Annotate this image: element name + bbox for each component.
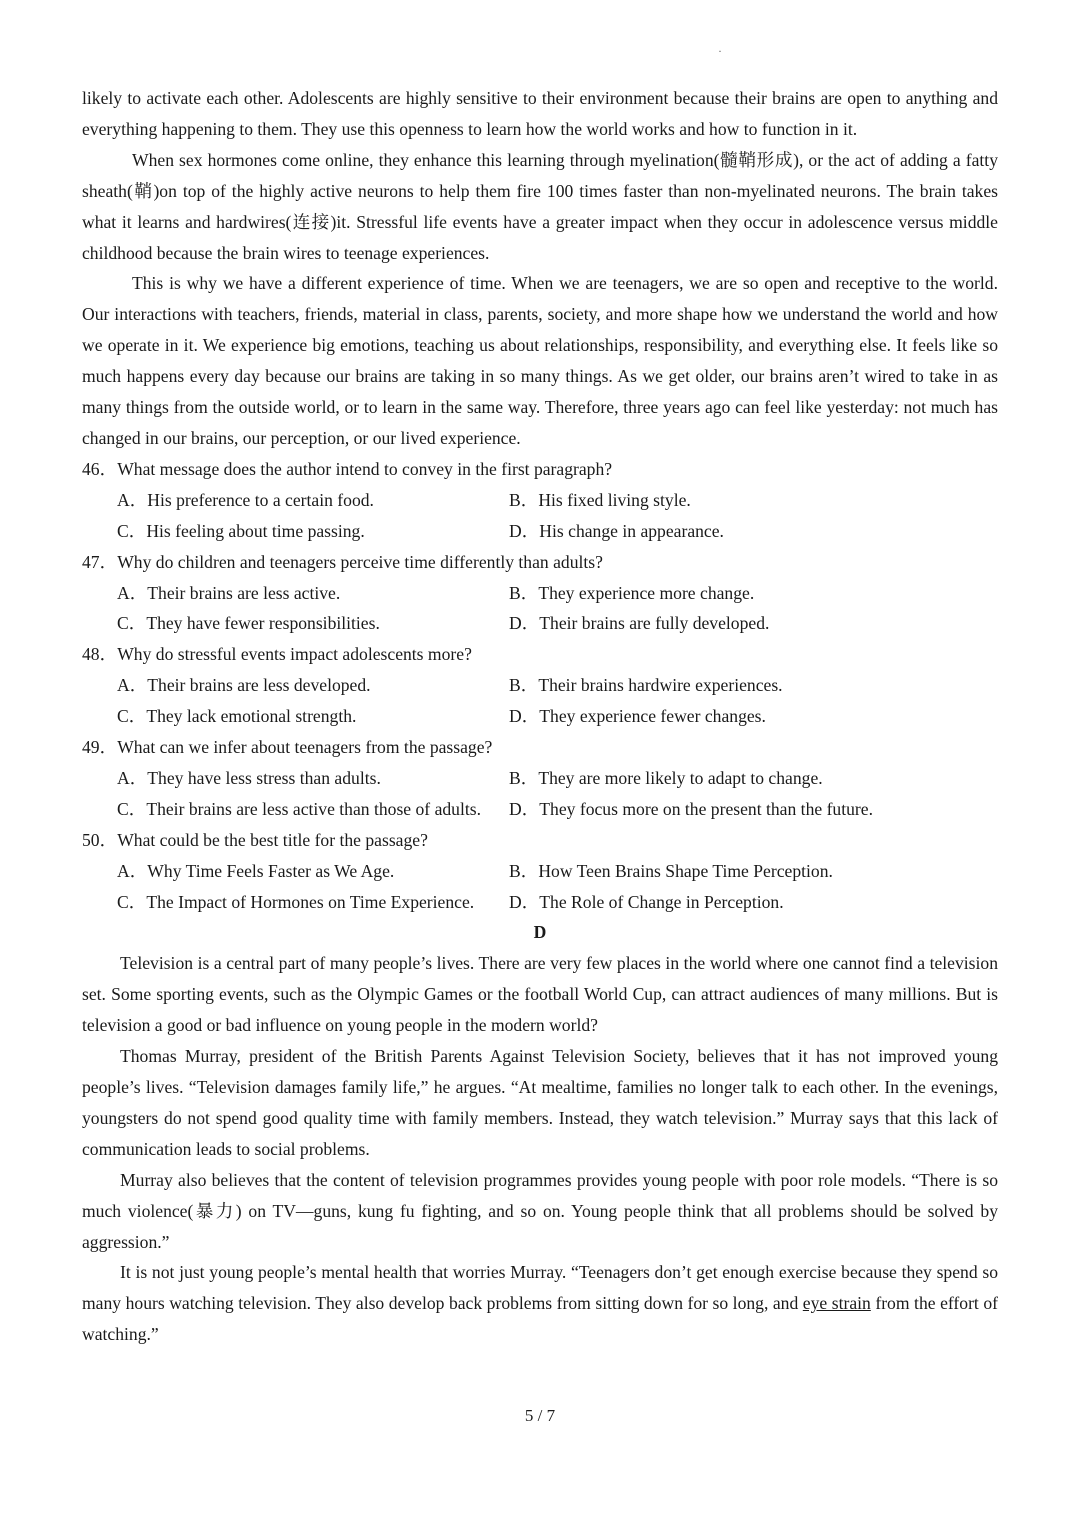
passage-paragraph: Murray also believes that the content of television programmes provides young people with poor role models. “There is so much violence(暴力) on TV—guns, kung fu fighting, and so on. Young people think that all problems should be solved by aggression.” (82, 1169, 998, 1252)
option-d: D．They focus more on the present than the future. (509, 798, 873, 819)
option-c: C．They lack emotional strength. (117, 706, 357, 727)
question-stem: 46．What message does the author intend to convey in the first paragraph? (82, 458, 613, 479)
option-a: A．They have less stress than adults. (117, 767, 381, 788)
question-stem: 47．Why do children and teenagers perceive time differently than adults? (82, 551, 603, 572)
option-b: B．They experience more change. (509, 582, 755, 603)
section-d-passage (82, 917, 998, 1350)
passage-paragraph: Thomas Murray, president of the British Parents Against Television Society, believes that it has not improved young people’s lives. “Television damages family life,” he argues. “At mealtime, families no longer talk to each other. In the evenings, youngsters do not spend good quality time with family members. Instead, they watch television.” Murray says that this lack of communication leads to social problems. (82, 1046, 998, 1159)
option-b: B．His fixed living style. (509, 489, 691, 510)
option-c: C．The Impact of Hormones on Time Experience. (117, 891, 475, 912)
paragraph-text: It is not just young people’s mental health that worries Murray. “Teenagers don’t get enough exercise because they spend so many hours watching television. They also develop back problems from sitting down for so long, and (82, 1262, 998, 1314)
option-c: C．His feeling about time passing. (117, 520, 365, 541)
option-d: D．The Role of Change in Perception. (509, 891, 784, 912)
option-b: B．Their brains hardwire experiences. (509, 675, 783, 696)
option-c: C．Their brains are less active than those of adults. (117, 798, 481, 819)
underlined-phrase: eye strain (802, 1293, 871, 1314)
passage-paragraph: likely to activate each other. Adolescents are highly sensitive to their environment because their brains are open to anything and everything happening to them. They use this openness to learn how the world works and how to function in it. (82, 88, 998, 139)
option-row (82, 856, 998, 887)
option-row (82, 701, 998, 732)
question-stem: 48．Why do stressful events impact adolescents more? (82, 644, 472, 665)
option-a: A．Why Time Feels Faster as We Age. (117, 860, 395, 881)
passage-paragraph (82, 1257, 998, 1350)
option-c: C．They have fewer responsibilities. (117, 613, 380, 634)
option-row (82, 578, 998, 609)
option-row (82, 763, 998, 794)
option-d: D．They experience fewer changes. (509, 706, 766, 727)
page-number: 5 / 7 (524, 1406, 556, 1425)
option-row (82, 516, 998, 547)
question-stem: 49．What can we infer about teenagers from the passage? (82, 737, 493, 758)
question-46 (82, 454, 998, 547)
passage-paragraph: When sex hormones come online, they enhance this learning through myelination(髓鞘形成), or the act of adding a fatty sheath(鞘)on top of the highly active neurons to help them fire 100 times faster than non-myelinated neurons. The brain takes what it learns and hardwires(连接)it. Stressful life events have a greater impact when they occur in adolescence versus middle childhood because the brain wires to teenage experiences. (82, 149, 998, 263)
question-47 (82, 547, 998, 640)
option-row (82, 485, 998, 516)
option-d: D．His change in appearance. (509, 520, 724, 541)
option-b: B．They are more likely to adapt to change. (509, 767, 823, 788)
top-mark: · (718, 44, 722, 58)
passage-paragraph: This is why we have a different experience of time. When we are teenagers, we are so open and receptive to the world. Our interactions with teachers, friends, material in class, parents, society, and more shape how we understand the world and how we operate in it. We experience big emotions, teaching us about relationships, responsibility, and everything else. It feels like so much happens every day because our brains are taking in so many things. As we get older, our brains aren’t wired to take in as many things from the outside world, or to learn in the same way. Therefore, three years ago can feel like yesterday: not much has changed in our brains, our perception, or our lived experience. (82, 273, 998, 448)
paragraph-text: from the effort of watching.” (82, 1293, 998, 1345)
option-a: A．Their brains are less active. (117, 582, 341, 603)
option-a: A．His preference to a certain food. (117, 489, 374, 510)
question-50 (82, 825, 998, 918)
option-row (82, 670, 998, 701)
section-heading: D (533, 922, 547, 943)
question-49 (82, 732, 998, 825)
option-a: A．Their brains are less developed. (117, 675, 371, 696)
question-list (82, 454, 998, 918)
option-row (82, 794, 998, 825)
option-row (82, 608, 998, 639)
question-stem: 50．What could be the best title for the passage? (82, 829, 428, 850)
page-content (82, 83, 998, 1350)
option-b: B．How Teen Brains Shape Time Perception. (509, 860, 833, 881)
option-row (82, 887, 998, 918)
section-c-passage (82, 83, 998, 454)
passage-paragraph: Television is a central part of many people’s lives. There are very few places in the world where one cannot find a television set. Some sporting events, such as the Olympic Games or the football World Cup, can attract audiences of many millions. But is television a good or bad influence on young people in the modern world? (82, 953, 998, 1036)
question-48 (82, 639, 998, 732)
option-d: D．Their brains are fully developed. (509, 613, 770, 634)
